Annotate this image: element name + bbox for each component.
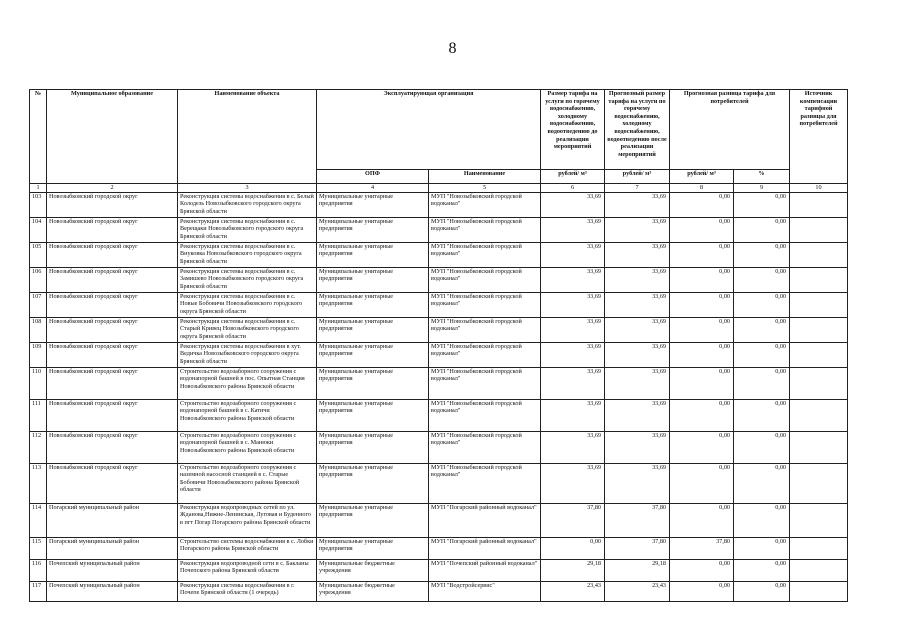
opf-cell: Муниципальные унитарные предприятия xyxy=(317,192,429,217)
compensation-cell xyxy=(790,431,848,463)
diff-pct-cell: 0,00 xyxy=(734,463,790,503)
municipality-cell: Новозыбковский городской округ xyxy=(47,217,178,242)
tariff-before-cell: 29,18 xyxy=(541,559,605,581)
diff-pct-cell: 0,00 xyxy=(734,267,790,292)
tariff-before-cell: 33,69 xyxy=(541,463,605,503)
tariff-before-cell: 33,69 xyxy=(541,292,605,317)
tariff-after-cell: 33,69 xyxy=(605,342,670,367)
row-number: 111 xyxy=(30,399,47,431)
compensation-cell xyxy=(790,192,848,217)
row-number: 116 xyxy=(30,559,47,581)
compensation-cell xyxy=(790,463,848,503)
municipality-cell: Новозыбковский городской округ xyxy=(47,242,178,267)
diff-pct-cell: 0,00 xyxy=(734,581,790,601)
header-tariff-size: Размер тарифа на услуги по горячему водоснабжению, холодному водоснабжению, водоотведению до реализации мероприятий xyxy=(541,90,605,170)
table-row xyxy=(30,292,848,317)
table-row xyxy=(30,581,848,601)
opf-cell: Муниципальные унитарные предприятия xyxy=(317,367,429,399)
tariff-after-cell: 33,69 xyxy=(605,217,670,242)
object-cell: Строительство водозаборного сооружения с водонапорной башней в пос. Опытная Станция Новозыбковского района Брянской области xyxy=(178,367,317,399)
object-cell: Строительство системы водоснабжения в с. Лобки Погарского района Брянской области xyxy=(178,537,317,559)
compensation-cell xyxy=(790,559,848,581)
compensation-cell xyxy=(790,399,848,431)
header-forecast-diff: Прогнозная разница тарифа для потребителей xyxy=(670,90,790,170)
object-cell: Реконструкция системы водоснабжения в г. Почепе Брянской области (1 очередь) xyxy=(178,581,317,601)
tariff-before-cell: 33,69 xyxy=(541,217,605,242)
object-cell: Строительство водозаборного сооружения с водонапорной башней в с. Катичи Новозыбковского района Брянской области xyxy=(178,399,317,431)
column-number: 8 xyxy=(670,184,734,193)
tariff-after-cell: 33,69 xyxy=(605,463,670,503)
table-row xyxy=(30,431,848,463)
header-unit-a: рублей/ м³ xyxy=(541,170,605,184)
municipality-cell: Новозыбковский городской округ xyxy=(47,292,178,317)
tariff-before-cell: 33,69 xyxy=(541,317,605,342)
header-operator: Эксплуатирующая организация xyxy=(317,90,541,170)
column-number: 5 xyxy=(429,184,541,193)
compensation-cell xyxy=(790,292,848,317)
header-unit-b: рублей/ м³ xyxy=(605,170,670,184)
diff-rub-cell: 0,00 xyxy=(670,192,734,217)
page-number: 8 xyxy=(448,40,457,57)
diff-pct-cell: 0,00 xyxy=(734,431,790,463)
row-number: 108 xyxy=(30,317,47,342)
organization-cell: МУП "Новозыбковский городской водоканал" xyxy=(429,267,541,292)
tariff-table xyxy=(29,89,848,602)
tariff-after-cell: 29,18 xyxy=(605,559,670,581)
diff-rub-cell: 0,00 xyxy=(670,217,734,242)
diff-pct-cell: 0,00 xyxy=(734,537,790,559)
opf-cell: Муниципальные бюджетные учреждения xyxy=(317,581,429,601)
municipality-cell: Новозыбковский городской округ xyxy=(47,399,178,431)
header-opf: ОПФ xyxy=(317,170,429,184)
municipality-cell: Новозыбковский городской округ xyxy=(47,431,178,463)
row-number: 112 xyxy=(30,431,47,463)
organization-cell: МУП "Новозыбковский городской водоканал" xyxy=(429,292,541,317)
opf-cell: Муниципальные унитарные предприятия xyxy=(317,217,429,242)
organization-cell: МУП "Новозыбковский городской водоканал" xyxy=(429,242,541,267)
column-number-row xyxy=(30,184,848,193)
diff-rub-cell: 0,00 xyxy=(670,367,734,399)
tariff-before-cell: 33,69 xyxy=(541,342,605,367)
row-number: 104 xyxy=(30,217,47,242)
diff-pct-cell: 0,00 xyxy=(734,559,790,581)
opf-cell: Муниципальные унитарные предприятия xyxy=(317,537,429,559)
table-row xyxy=(30,192,848,217)
organization-cell: МУП "Новозыбковский городской водоканал" xyxy=(429,217,541,242)
tariff-before-cell: 33,69 xyxy=(541,242,605,267)
diff-pct-cell: 0,00 xyxy=(734,192,790,217)
table-row xyxy=(30,217,848,242)
organization-cell: МУП "Новозыбковский городской водоканал" xyxy=(429,463,541,503)
tariff-before-cell: 37,80 xyxy=(541,503,605,537)
row-number: 106 xyxy=(30,267,47,292)
organization-cell: МУП "Новозыбковский городской водоканал" xyxy=(429,431,541,463)
opf-cell: Муниципальные унитарные предприятия xyxy=(317,399,429,431)
organization-cell: МУП "Новозыбковский городской водоканал" xyxy=(429,192,541,217)
diff-rub-cell: 0,00 xyxy=(670,267,734,292)
compensation-cell xyxy=(790,342,848,367)
diff-rub-cell: 0,00 xyxy=(670,399,734,431)
municipality-cell: Почепский муниципальный район xyxy=(47,581,178,601)
tariff-after-cell: 33,69 xyxy=(605,267,670,292)
opf-cell: Муниципальные унитарные предприятия xyxy=(317,342,429,367)
row-number: 117 xyxy=(30,581,47,601)
tariff-before-cell: 33,69 xyxy=(541,431,605,463)
row-number: 110 xyxy=(30,367,47,399)
opf-cell: Муниципальные унитарные предприятия xyxy=(317,503,429,537)
municipality-cell: Новозыбковский городской округ xyxy=(47,267,178,292)
row-number: 103 xyxy=(30,192,47,217)
diff-pct-cell: 0,00 xyxy=(734,217,790,242)
tariff-before-cell: 0,00 xyxy=(541,537,605,559)
tariff-after-cell: 33,69 xyxy=(605,399,670,431)
municipality-cell: Новозыбковский городской округ xyxy=(47,192,178,217)
tariff-before-cell: 33,69 xyxy=(541,192,605,217)
compensation-cell xyxy=(790,581,848,601)
column-number: 9 xyxy=(734,184,790,193)
tariff-after-cell: 33,69 xyxy=(605,242,670,267)
header-object: Наименование объекта xyxy=(178,90,317,184)
municipality-cell: Почепский муниципальный район xyxy=(47,559,178,581)
opf-cell: Муниципальные унитарные предприятия xyxy=(317,292,429,317)
diff-pct-cell: 0,00 xyxy=(734,317,790,342)
table-row xyxy=(30,242,848,267)
diff-pct-cell: 0,00 xyxy=(734,292,790,317)
object-cell: Реконструкция системы водоснабжения в с. Старый Кривец Новозыбковского городского округа Брянской области xyxy=(178,317,317,342)
municipality-cell: Новозыбковский городской округ xyxy=(47,342,178,367)
header-municipality: Муниципальное образование xyxy=(47,90,178,184)
object-cell: Реконструкция системы водоснабжения в с. Белый Колодезь Новозыбковского городского округа Брянской области xyxy=(178,192,317,217)
column-number: 1 xyxy=(30,184,47,193)
tariff-after-cell: 23,43 xyxy=(605,581,670,601)
object-cell: Реконструкция системы водоснабжения в с. Внуковка Новозыбковского городского округа Брянской области xyxy=(178,242,317,267)
opf-cell: Муниципальные унитарные предприятия xyxy=(317,431,429,463)
municipality-cell: Погарский муниципальный район xyxy=(47,537,178,559)
diff-rub-cell: 0,00 xyxy=(670,463,734,503)
column-number: 3 xyxy=(178,184,317,193)
diff-pct-cell: 0,00 xyxy=(734,342,790,367)
diff-pct-cell: 0,00 xyxy=(734,503,790,537)
tariff-before-cell: 33,69 xyxy=(541,367,605,399)
organization-cell: МУП "Новозыбковский городской водоканал" xyxy=(429,342,541,367)
column-number: 7 xyxy=(605,184,670,193)
compensation-cell xyxy=(790,242,848,267)
header-forecast-tariff: Прогнозный размер тарифа на услуги по горячему водоснабжению, холодному водоснабжению, водоотведению после реализации мероприятий xyxy=(605,90,670,170)
column-number: 4 xyxy=(317,184,429,193)
row-number: 105 xyxy=(30,242,47,267)
table-row xyxy=(30,399,848,431)
column-number: 10 xyxy=(790,184,848,193)
row-number: 114 xyxy=(30,503,47,537)
tariff-after-cell: 37,80 xyxy=(605,503,670,537)
row-number: 109 xyxy=(30,342,47,367)
object-cell: Строительство водозаборного сооружения с наземной насосной станцией в с. Старые Бобовичи Новозыбковского района Брянской области xyxy=(178,463,317,503)
object-cell: Реконструкция водопроводных сетей по ул. Жданова,Нижне-Ленинская, Луговая и Буденного в пгт Погар Погарского района Брянской области xyxy=(178,503,317,537)
object-cell: Реконструкция системы водоснабжения в хут. Ведичка Новозыбковского городского округа Брянской области xyxy=(178,342,317,367)
tariff-before-cell: 33,69 xyxy=(541,267,605,292)
tariff-after-cell: 33,69 xyxy=(605,367,670,399)
header-no: № xyxy=(30,90,47,184)
organization-cell: МУП "Погарский районный водоканал" xyxy=(429,537,541,559)
object-cell: Реконструкция системы водоснабжения в с. Верещаки Новозыбковского городского округа Брянской области xyxy=(178,217,317,242)
header-name: Наименование xyxy=(429,170,541,184)
object-cell: Реконструкция системы водоснабжения в с. Замишево Новозыбковского городского округа Брянской области xyxy=(178,267,317,292)
diff-pct-cell: 0,00 xyxy=(734,399,790,431)
compensation-cell xyxy=(790,267,848,292)
compensation-cell xyxy=(790,317,848,342)
opf-cell: Муниципальные унитарные предприятия xyxy=(317,317,429,342)
diff-rub-cell: 0,00 xyxy=(670,242,734,267)
diff-rub-cell: 0,00 xyxy=(670,317,734,342)
diff-rub-cell: 37,80 xyxy=(670,537,734,559)
tariff-after-cell: 33,69 xyxy=(605,292,670,317)
compensation-cell xyxy=(790,217,848,242)
object-cell: Реконструкция системы водоснабжения в с. Новые Бобовичи Новозыбковского городского округа Брянской области xyxy=(178,292,317,317)
compensation-cell xyxy=(790,367,848,399)
opf-cell: Муниципальные унитарные предприятия xyxy=(317,267,429,292)
table-row xyxy=(30,367,848,399)
table-row xyxy=(30,503,848,537)
tariff-before-cell: 33,69 xyxy=(541,399,605,431)
municipality-cell: Погарский муниципальный район xyxy=(47,503,178,537)
table-row xyxy=(30,537,848,559)
organization-cell: МУП "Новозыбковский городской водоканал" xyxy=(429,399,541,431)
diff-rub-cell: 0,00 xyxy=(670,581,734,601)
object-cell: Реконструкция водопроводной сети в с. Бакланы Почепского района Брянской области xyxy=(178,559,317,581)
organization-cell: МУП "Водстройсервис" xyxy=(429,581,541,601)
municipality-cell: Новозыбковский городской округ xyxy=(47,367,178,399)
tariff-before-cell: 23,43 xyxy=(541,581,605,601)
organization-cell: МУП "Новозыбковский городской водоканал" xyxy=(429,367,541,399)
table-row xyxy=(30,342,848,367)
row-number: 113 xyxy=(30,463,47,503)
diff-pct-cell: 0,00 xyxy=(734,367,790,399)
diff-rub-cell: 0,00 xyxy=(670,431,734,463)
header-unit-pct: % xyxy=(734,170,790,184)
organization-cell: МУП "Погарский районный водоканал" xyxy=(429,503,541,537)
diff-pct-cell: 0,00 xyxy=(734,242,790,267)
tariff-after-cell: 33,69 xyxy=(605,317,670,342)
tariff-after-cell: 33,69 xyxy=(605,192,670,217)
opf-cell: Муниципальные унитарные предприятия xyxy=(317,242,429,267)
tariff-after-cell: 33,69 xyxy=(605,431,670,463)
table-row xyxy=(30,317,848,342)
compensation-cell xyxy=(790,537,848,559)
header-compensation: Источник компенсации тарифной разницы для потребителей xyxy=(790,90,848,184)
organization-cell: МУП "Новозыбковский городской водоканал" xyxy=(429,317,541,342)
header-unit-c: рублей/ м³ xyxy=(670,170,734,184)
opf-cell: Муниципальные унитарные предприятия xyxy=(317,463,429,503)
diff-rub-cell: 0,00 xyxy=(670,342,734,367)
table-row xyxy=(30,463,848,503)
row-number: 107 xyxy=(30,292,47,317)
diff-rub-cell: 0,00 xyxy=(670,503,734,537)
compensation-cell xyxy=(790,503,848,537)
column-number: 6 xyxy=(541,184,605,193)
diff-rub-cell: 0,00 xyxy=(670,292,734,317)
municipality-cell: Новозыбковский городской округ xyxy=(47,317,178,342)
column-number: 2 xyxy=(47,184,178,193)
object-cell: Строительство водозаборного сооружения с водонапорной башней в с. Манюки Новозыбковского района Брянской области xyxy=(178,431,317,463)
opf-cell: Муниципальные бюджетные учреждения xyxy=(317,559,429,581)
diff-rub-cell: 0,00 xyxy=(670,559,734,581)
row-number: 115 xyxy=(30,537,47,559)
organization-cell: МУП "Почепский районный водоканал" xyxy=(429,559,541,581)
table-row xyxy=(30,267,848,292)
municipality-cell: Новозыбковский городской округ xyxy=(47,463,178,503)
table-row xyxy=(30,559,848,581)
tariff-after-cell: 37,80 xyxy=(605,537,670,559)
